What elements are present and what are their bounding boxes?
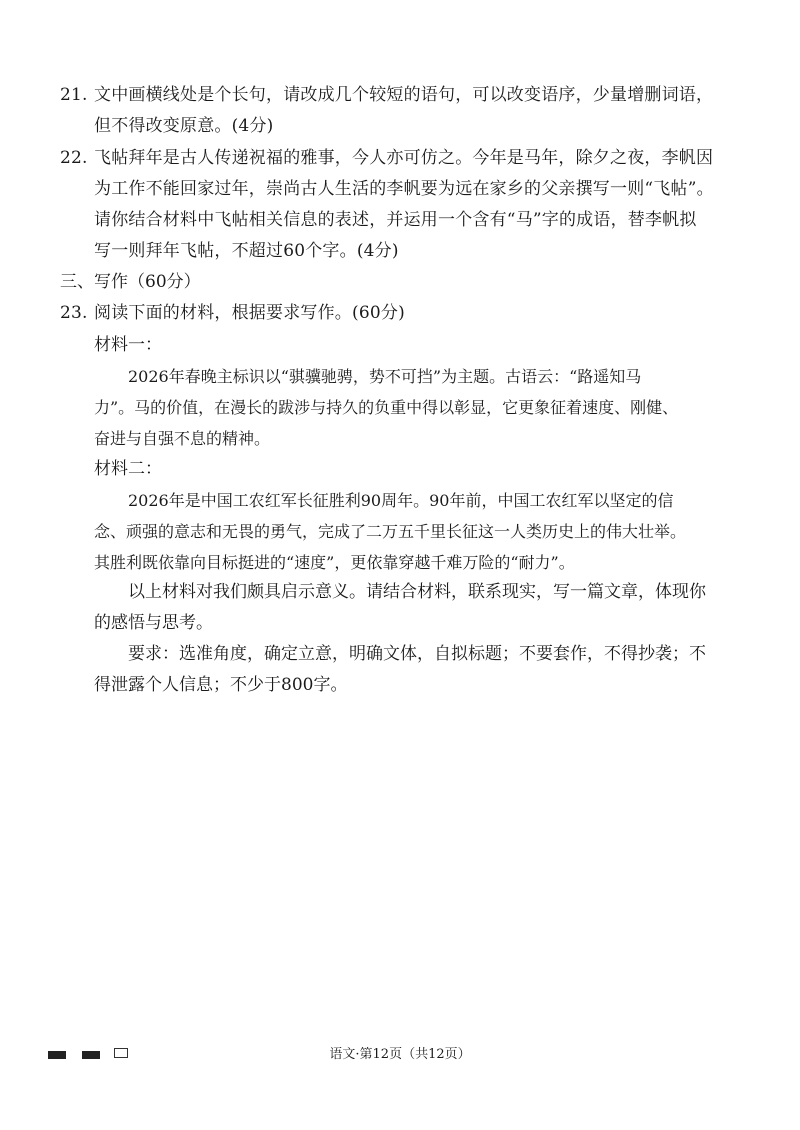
- question-22-number: 22.: [60, 148, 88, 168]
- question-21-text-1: 文中画横线处是个长句，请改成几个较短的语句，可以改变语序，少量增删词语，: [94, 85, 714, 105]
- page-footer: [0, 1045, 800, 1069]
- section-writing-title: 三、写作（60分）: [60, 272, 201, 292]
- writing-requirements-line-1: 要求：选准角度，确定立意，明确文体，自拟标题；不要套作，不得抄袭；不: [128, 644, 706, 664]
- question-21: [60, 80, 750, 142]
- question-23-line-1: [60, 298, 750, 329]
- question-23-text-1: 阅读下面的材料，根据要求写作。(60分): [94, 303, 405, 323]
- material-2-line-1: 2026年是中国工农红军长征胜利90周年。90年前，中国工农红军以坚定的信: [128, 491, 674, 510]
- page-number: 语文·第12页（共12页）: [329, 1047, 471, 1062]
- material-2-line-3: 其胜利既依靠向目标挺进的“速度”，更依靠穿越千难万险的“耐力”。: [94, 553, 575, 572]
- question-22-line-4: 写一则拜年飞帖，不超过60个字。(4分): [94, 241, 399, 261]
- question-22: [60, 143, 750, 267]
- question-22-line-2: 为工作不能回家过年，崇尚古人生活的李帆要为远在家乡的父亲撰写一则“飞帖”。: [94, 179, 714, 199]
- question-23-number: 23.: [60, 303, 88, 323]
- material-1-body: [94, 361, 744, 454]
- writing-prompt-line-1: 以上材料对我们颇具启示意义。请结合材料，联系现实，写一篇文章，体现你: [128, 582, 706, 602]
- question-22-line-3: 请你结合材料中飞帖相关信息的表述，并运用一个含有“马”字的成语，替李帆拟: [94, 210, 697, 230]
- writing-requirements-line-2: 得泄露个人信息；不少于800字。: [94, 675, 348, 695]
- question-21-number: 21.: [60, 85, 88, 105]
- material-1-line-2: 力”。马的价值，在漫长的跋涉与持久的负重中得以彰显，它更象征着速度、刚健、: [94, 398, 679, 417]
- material-1-label: 材料一：: [94, 335, 162, 355]
- material-2-line-2: 念、顽强的意志和无畏的勇气，完成了二万五千里长征这一人类历史上的伟大壮举。: [94, 522, 687, 541]
- question-21-line-2: 但不得改变原意。(4分): [94, 116, 274, 136]
- material-1-line-1: 2026年春晚主标识以“骐骥驰骋，势不可挡”为主题。古语云：“路遥知马: [128, 367, 642, 386]
- material-1-line-3: 奋进与自强不息的精神。: [94, 429, 271, 448]
- question-22-text-1: 飞帖拜年是古人传递祝福的雅事，今人亦可仿之。今年是马年，除夕之夜，李帆因: [94, 148, 714, 168]
- question-21-line-1: [60, 80, 750, 111]
- writing-prompt: [94, 577, 744, 639]
- question-22-line-1: [60, 143, 750, 174]
- writing-requirements: [94, 639, 744, 701]
- question-23: [60, 298, 750, 329]
- material-2-label: 材料二：: [94, 459, 162, 479]
- material-2-body: [94, 485, 744, 578]
- writing-prompt-line-2: 的感悟与思考。: [94, 613, 213, 633]
